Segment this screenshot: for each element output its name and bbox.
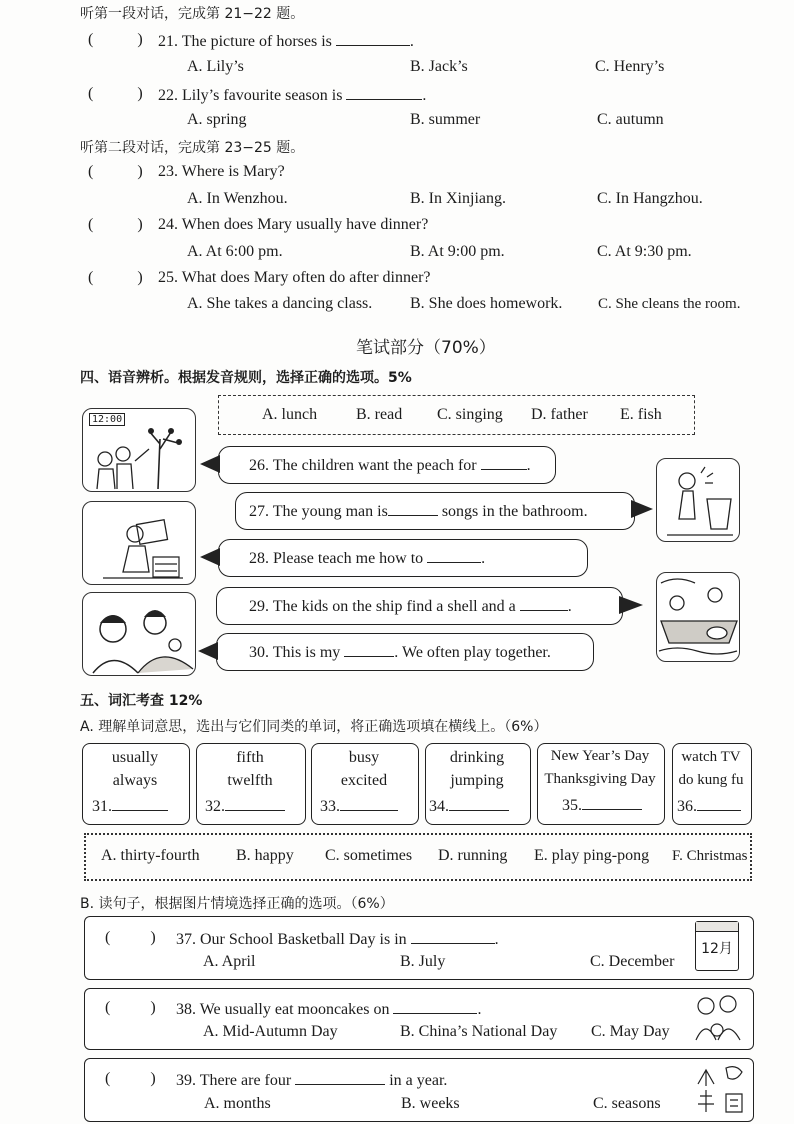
group-35-answer[interactable]: 35. [562,795,642,815]
group-33-word1: busy [348,749,380,766]
question-24: 24. When does Mary usually have dinner? [158,216,429,233]
group-31-word1: usually [111,749,159,766]
option-21c: C. Henry’s [595,58,665,75]
father-picture [82,592,196,676]
question-23: 23. Where is Mary? [158,163,285,180]
phonics-choice-b: B. read [356,406,403,423]
option-24b: B. At 9:00 pm. [410,243,505,260]
bubble-tail [619,596,643,614]
written-section-title: 笔试部分（70%） [356,338,496,358]
group-31-word2: always [112,772,158,789]
listening-section1-header: 听第一段对话，完成第 21−22 题。 [80,6,305,22]
group-36-word1: watch TV [681,749,741,765]
kids-on-ship-drawing [657,573,739,661]
vocab-option-d: D. running [438,847,508,864]
group-31-answer[interactable]: 31. [92,796,168,816]
phonics-choice-a: A. lunch [262,406,318,423]
bubble-tail [200,548,220,566]
clock-label: 12:00 [89,413,125,426]
answer-paren-21[interactable]: ( ) [88,31,143,48]
bubble-tail [631,500,653,518]
option-25b: B. She does homework. [410,295,563,312]
four-seasons-icon [692,1060,748,1118]
answer-blank-29[interactable] [520,596,568,611]
sentence-27: 27. The young man is songs in the bathroom. [249,503,588,520]
option-25a: A. She takes a dancing class. [187,295,373,312]
vocab-part-a-heading: A. 理解单词意思，选出与它们同类的单词，将正确选项填在横线上。（6%） [80,719,548,735]
option-37a: A. April [203,953,256,970]
group-34-word2: jumping [450,772,504,789]
option-23b: B. In Xinjiang. [410,190,506,207]
father-and-son-drawing [83,593,195,675]
question-37: 37. Our School Basketball Day is in . [176,931,499,948]
option-37b: B. July [400,953,446,970]
bubble-tail [200,455,220,473]
sentence-28: 28. Please teach me how to . [249,550,486,567]
question-22: 22. Lily’s favourite season is . [158,87,427,104]
answer-blank-26[interactable] [481,455,527,470]
vocab-option-f: F. Christmas [672,848,748,864]
option-25c: C. She cleans the room. [598,296,741,312]
option-37c: C. December [590,953,675,970]
option-23a: A. In Wenzhou. [187,190,288,207]
man-singing-bathroom-drawing [657,459,739,541]
answer-blank [336,31,410,46]
sentence-30: 30. This is my . We often play together. [249,644,551,661]
sentence-29: 29. The kids on the ship find a shell and a . [249,598,572,615]
option-39a: A. months [204,1095,271,1112]
lunch-picture [82,408,196,492]
option-38b: B. China’s National Day [400,1023,558,1040]
option-38a: A. Mid-Autumn Day [203,1023,338,1040]
phonics-choice-d: D. father [531,406,588,423]
group-32-answer[interactable]: 32. [205,796,285,816]
option-38c: C. May Day [591,1023,670,1040]
answer-blank [346,85,422,100]
vocab-option-a: A. thirty-fourth [101,847,200,864]
group-34-answer[interactable]: 34. [429,796,509,816]
answer-paren-39[interactable]: ( ) [105,1070,156,1087]
option-22a: A. spring [187,111,247,128]
answer-paren-24[interactable]: ( ) [88,216,143,233]
option-39c: C. seasons [593,1095,661,1112]
answer-paren-25[interactable]: ( ) [88,269,143,286]
answer-blank-28[interactable] [427,548,481,563]
option-21a: A. Lily’s [187,58,244,75]
option-22c: C. autumn [597,111,664,128]
group-36-word2: do kung fu [678,772,744,788]
answer-paren-22[interactable]: ( ) [88,85,143,102]
mooncake-family-icon [688,990,746,1046]
answer-blank-27[interactable] [388,501,438,516]
answer-blank-30[interactable] [344,642,394,657]
option-24a: A. At 6:00 pm. [187,243,283,260]
group-33-answer[interactable]: 33. [320,796,398,816]
option-22b: B. summer [410,111,481,128]
option-23c: C. In Hangzhou. [597,190,703,207]
listening-section2-header: 听第二段对话，完成第 23−25 题。 [80,140,305,156]
group-33-word2: excited [340,772,388,789]
option-24c: C. At 9:30 pm. [597,243,692,260]
vocab-option-b: B. happy [236,847,294,864]
vocab-option-e: E. play ping-pong [534,847,650,864]
group-34-word1: drinking [449,749,505,766]
answer-paren-37[interactable]: ( ) [105,929,156,946]
option-39b: B. weeks [401,1095,460,1112]
vocab-option-c: C. sometimes [325,847,413,864]
phonics-choice-c: C. singing [437,406,503,423]
group-35-word1: New Year’s Day [550,748,650,764]
answer-paren-23[interactable]: ( ) [88,163,143,180]
group-32-word1: fifth [236,749,264,766]
sentence-26: 26. The children want the peach for . [249,457,531,474]
bubble-tail [198,642,218,660]
reading-picture [82,501,196,585]
question-38: 38. We usually eat mooncakes on . [176,1001,482,1018]
children-peach-tree-drawing [83,409,195,491]
question-39: 39. There are four in a year. [176,1072,448,1089]
calendar-month-label: 12月 [701,941,733,957]
girl-reading-drawing [83,502,195,584]
question-25: 25. What does Mary often do after dinner? [158,269,431,286]
answer-paren-38[interactable]: ( ) [105,999,156,1016]
singing-picture [656,458,740,542]
question-21: 21. The picture of horses is . [158,33,414,50]
ship-picture [656,572,740,662]
calendar-icon [695,921,739,971]
group-35-word2: Thanksgiving Day [544,771,656,787]
vocab-heading: 五、词汇考查 12% [80,693,203,709]
option-21b: B. Jack’s [410,58,468,75]
phonics-choice-e: E. fish [620,406,662,423]
group-36-answer[interactable]: 36. [677,796,741,816]
vocab-part-b-heading: B. 读句子，根据图片情境选择正确的选项。（6%） [80,896,394,912]
group-32-word2: twelfth [227,772,273,789]
phonics-heading: 四、语音辨析。根据发音规则，选择正确的选项。5% [80,370,412,386]
